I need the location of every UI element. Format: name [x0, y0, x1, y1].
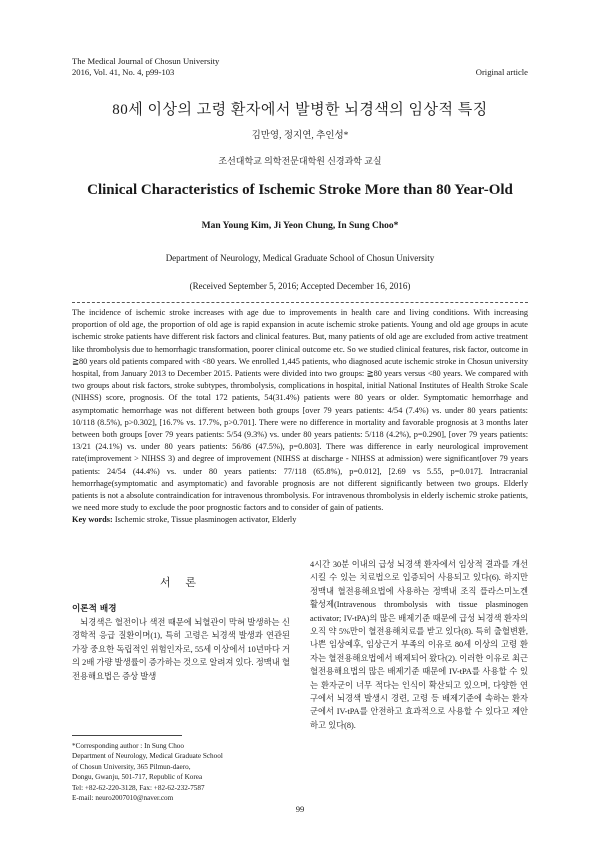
section-heading: 서 론 [159, 577, 202, 589]
section-divider [72, 302, 528, 303]
authors-korean: 김만영, 정지연, 추인성* [251, 131, 349, 141]
footnote-rule [72, 735, 182, 736]
left-column [72, 556, 290, 683]
title-korean: 80세 이상의 고령 환자에서 발병한 뇌경색의 임상적 특징 [112, 102, 488, 118]
journal-name: The Medical Journal of Chosun University [72, 56, 220, 66]
abstract-text: The incidence of ischemic stroke increases with age due to improvements in health care and living conditions. With increasing proportion of old age, the proportion of old age is rapid expansion in acute ischemic stroke patients. Young and old age groups in acute ischemic stroke patients have different risk factors and clinical features. But, many patients of old age are excluded from active treatment like thrombolysis due to hemorrhagic transformation, poorer clinical outcome etc. So we studied clinical features, risk factor, outcome in ≧80 years old patients compared with <80 years. We enrolled 1,445 patients, who diagnosed acute ischemic stroke in Chosun university hospital, from January 2013 to December 2015. Patients were divided into two groups: ≧80 years versus <80 years. We compared with two groups about risk factors, stroke subtypes, thrombolysis, complications in hospital, initial National Institutes of Health Stroke Scale (NIHSS) score, prognosis. Of the total 172 patients, 54(31.4%) patients were 80 years or older. Symptomatic hemorrhage and asymptomatic hemorrhage was not different between both groups [over 79 years patients: 4/54 (7.4%) vs. under 80 years patients: 10/118 (8.5%), p>0.302], [16.7% vs. 17.7%, p>0.701]. There were no difference in mortality and favorable prognosis at 3 months later between both groups [over 79 years patients: 5/54 (9.3%) vs. under 80 years patients: 5/118 (4.2%), p=0.290], [over 79 years patients: 13/21 (24.1%) vs. under 80 years patients: 56/86 (47.5%), p=0.803]. There was difference in early neurological improvement rate(improvement > NIHSS 3) and degree of improvement (NIHSS at discharge - NIHSS at admission) were significant[over 79 years patients: 24/54 (44.4%) vs. under 80 years patients: 77/118 (65.8%), p=0.012], [2.69 vs 5.55, p=0.017]. Intracranial hemorrhage(symptomatic and asymptomatic) and favorable prognosis are not different significantly between two groups. Elderly patients is not a absolute contraindication for intravenous thrombolysis. For intravenous thrombolysis in elderly ischemic stroke patients, we need more study to exclude the poor prognostic factors and to consider of gain of patients. [72, 308, 528, 513]
affiliation-korean: 조선대학교 의학전문대학원 신경과학 교실 [218, 156, 382, 166]
left-body-text: 뇌경색은 혈전이나 색전 때문에 뇌혈관이 막혀 발생하는 신경학적 응급 질환이며(1), 특히 고령은 뇌경색 발생과 연관된 가장 중요한 독립적인 위험인자로, 55세 이상에서 10년마다 거의 2배 가량 발생률이 증가하는 것으로 알려져 있다. 정맥내 혈전용해요법은 증상 발생 [72, 618, 290, 681]
right-body-text: 4시간 30분 이내의 급성 뇌경색 환자에서 임상적 결과를 개선시킬 수 있는 치료법으로 입증되어 사용되고 있다(6). 하지만 정맥내 혈전용해요법에 사용하는 정맥내 조직 플라스미노겐 활성제(Intravenous thrombolysis with tissue plasminogen activator; IV-tPA)의 많은 배제기준 때문에 급성 뇌경색 환자의 오직 약 5%만이 혈전용해치료를 받고 있다(8). 특히 출혈변환, 나쁜 임상예후, 임상근거 부족의 이유로 80세 이상의 고령 환자는 혈전용해요법에서 배제되어 왔다(2). 이러한 이유로 최근 혈전용해요법의 많은 배제기준 때문에 IV-tPA를 사용할 수 있는 환자군이 너무 적다는 인식이 확산되고 있으며, 다양한 연구에서 뇌경색 발생시 경련, 고령 등 배제기준에 속하는 환자군에서 IV-tPA를 안전하고 효과적으로 사용할 수 있다고 제안하고 있다(8). [310, 560, 528, 730]
journal-volume: 2016, Vol. 41, No. 4, p99-103 [72, 67, 175, 77]
corresponding-author-footnote [72, 741, 290, 803]
subsection-heading: 이론적 배경 [72, 604, 117, 614]
abstract-block [72, 307, 528, 527]
affiliation-english: Department of Neurology, Medical Graduate School of Chosun University [165, 253, 435, 263]
keywords-text: Ischemic stroke, Tissue plasminogen activator, Elderly [112, 515, 297, 525]
page-number: 99 [295, 804, 305, 814]
keywords-label: Key words: [72, 515, 113, 525]
right-column [310, 556, 528, 732]
authors-english: Man Young Kim, Ji Yeon Chung, In Sung Choo* [201, 221, 399, 231]
footnote-line: Department of Neurology, Medical Graduate School [72, 752, 223, 761]
footnote-line: of Chosun University, 365 Pilmun-daero, [72, 762, 191, 771]
footnote-line: *Corresponding author : In Sung Choo [72, 742, 184, 750]
received-dates: (Received September 5, 2016; Accepted December 16, 2016) [189, 281, 411, 291]
article-type: Original article [475, 67, 528, 77]
title-english: Clinical Characteristics of Ischemic Stroke More than 80 Year-Old [87, 182, 513, 198]
footnote-line: E-mail: neuro2007010@naver.com [72, 794, 174, 803]
keywords-line [72, 514, 528, 526]
footnote-line: Tel: +82-62-220-3128, Fax: +82-62-232-7587 [72, 783, 205, 792]
journal-info [72, 56, 219, 78]
footnote-line: Dongu, Gwanju, 501-717, Republic of Korea [72, 773, 203, 782]
